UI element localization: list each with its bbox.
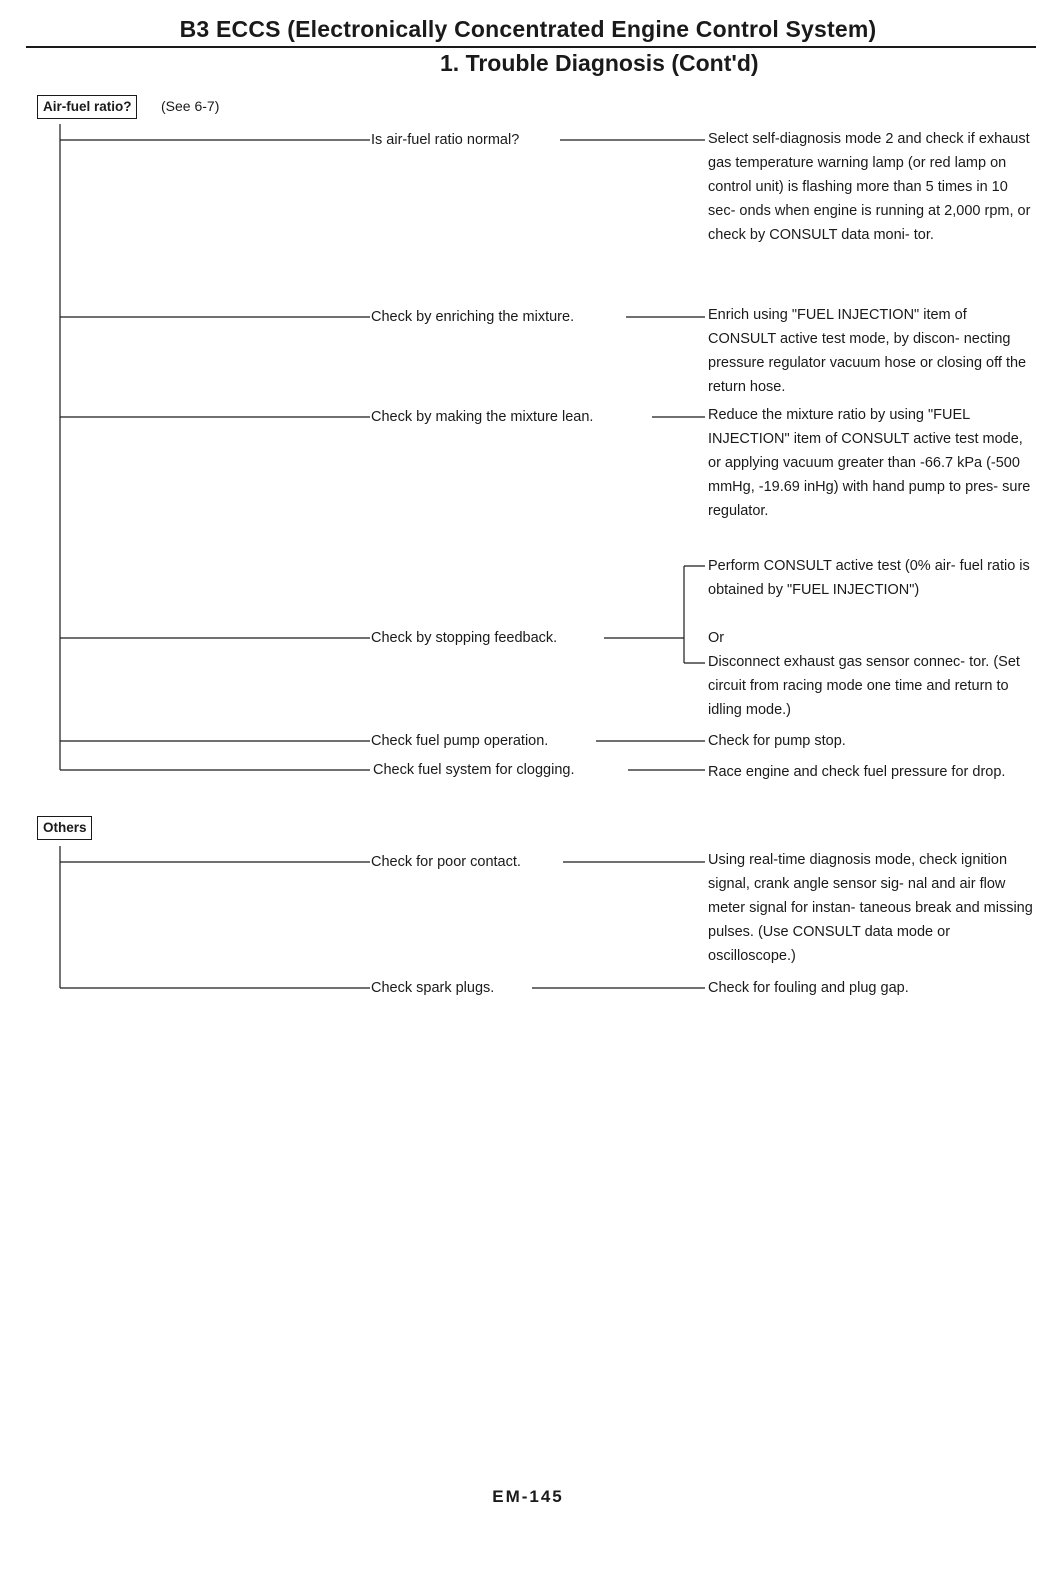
result-real-time-diagnosis: Using real-time diagnosis mode, check ignition signal, crank angle sensor sig- nal and air flow meter signal for instan- taneous break and missing pulses. (Use CONSULT data mode or oscilloscope.)	[708, 852, 1033, 964]
result-pump-stop: Check for pump stop.	[708, 733, 846, 749]
condition-air-fuel-normal: Is air-fuel ratio normal?	[371, 132, 520, 148]
section-subtitle: 1. Trouble Diagnosis (Cont'd)	[440, 50, 759, 76]
result-consult-active-test: Perform CONSULT active test (0% air- fuel ratio is obtained by "FUEL INJECTION")	[708, 558, 1030, 598]
condition-fuel-clogging: Check fuel system for clogging.	[373, 762, 575, 778]
condition-spark-plugs: Check spark plugs.	[371, 980, 495, 996]
condition-stopping-feedback: Check by stopping feedback.	[371, 630, 558, 646]
result-fouling-plug-gap: Check for fouling and plug gap.	[708, 980, 909, 996]
air-fuel-ratio-label: Air-fuel ratio?	[37, 95, 137, 119]
condition-poor-contact: Check for poor contact.	[371, 854, 521, 870]
condition-enrich-mixture: Check by enriching the mixture.	[371, 309, 575, 325]
result-fuel-pressure: Race engine and check fuel pressure for drop.	[708, 764, 1006, 780]
result-reduce-mixture: Reduce the mixture ratio by using "FUEL INJECTION" item of CONSULT active test mode, or applying vacuum greater than -66.7 kPa (-500 mmHg, -19.69 inHg) with hand pump to pres- sure regulator.	[708, 407, 1031, 519]
result-or: Or	[708, 630, 725, 646]
result-self-diagnosis-mode: Select self-diagnosis mode 2 and check if exhaust gas temperature warning lamp (or red lamp on control unit) is flashing more than 5 times in 10 sec- onds when engine is running at 2,000 rpm, or check by CONSULT data moni- tor.	[708, 131, 1031, 243]
others-label: Others	[37, 816, 92, 840]
page-number: EM-145	[492, 1487, 564, 1506]
see-reference-note: (See 6-7)	[161, 98, 220, 114]
page-title: B3 ECCS (Electronically Concentrated Engine Control System)	[179, 16, 877, 42]
result-enrich-fuel-injection: Enrich using "FUEL INJECTION" item of CONSULT active test mode, by discon- necting pressure regulator vacuum hose or closing off the return hose.	[708, 307, 1027, 395]
condition-lean-mixture: Check by making the mixture lean.	[371, 409, 594, 425]
condition-fuel-pump: Check fuel pump operation.	[371, 733, 549, 749]
result-disconnect-sensor: Disconnect exhaust gas sensor connec- tor. (Set circuit from racing mode one time and return to idling mode.)	[708, 654, 1020, 718]
